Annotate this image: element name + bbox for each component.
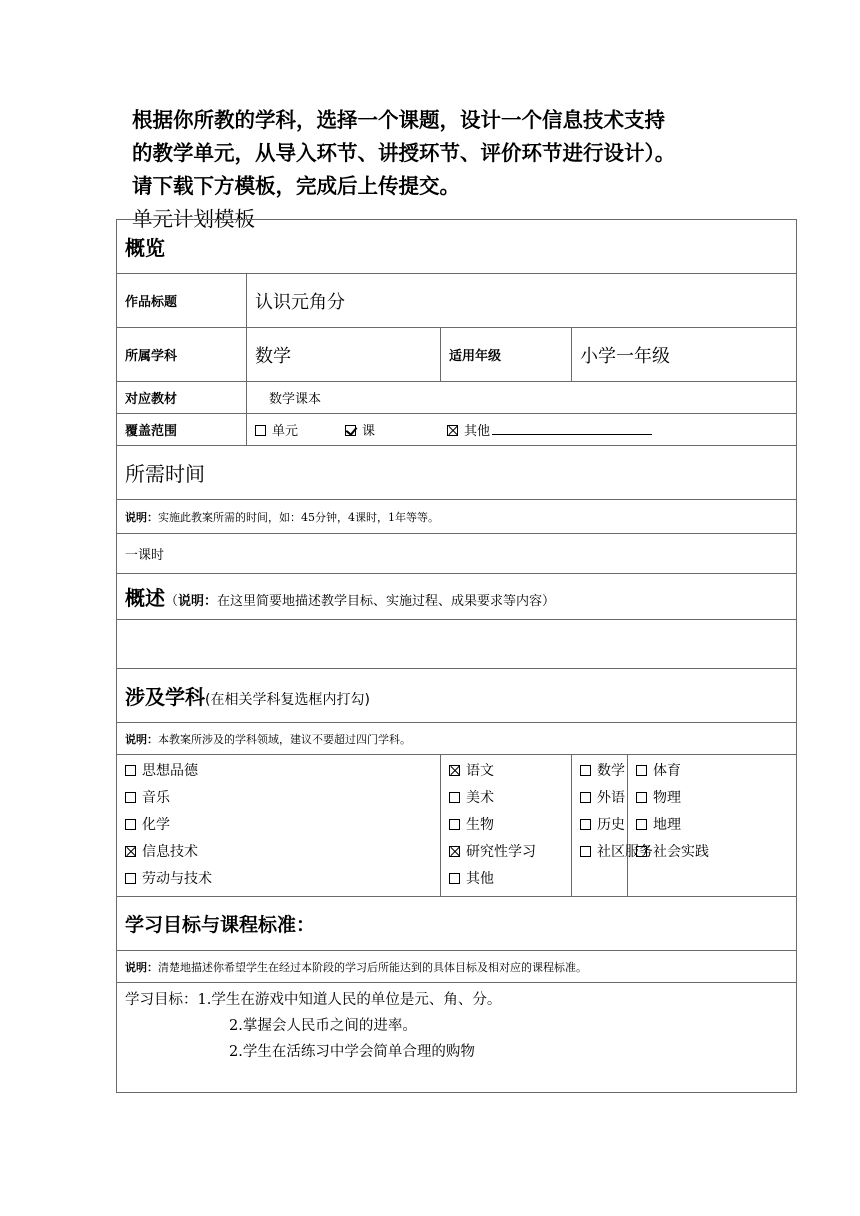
other-blank-line [492, 420, 652, 435]
title-label: 作品标题 [117, 274, 247, 328]
subject-option-label: 物理 [653, 790, 681, 806]
subject-option[interactable] [449, 815, 563, 842]
checkbox-empty-icon [255, 425, 266, 436]
coverage-options [247, 414, 797, 446]
checkbox-empty-icon [580, 846, 591, 857]
subject-option[interactable] [636, 842, 788, 869]
checkbox-checked-icon [345, 425, 356, 436]
checkbox-empty-icon [125, 873, 136, 884]
overview-heading: 概览 [117, 220, 797, 274]
subject-option[interactable] [125, 869, 432, 896]
subject-label: 所属学科 [117, 328, 247, 382]
summary-content[interactable] [117, 620, 797, 669]
subject-option-label: 语文 [466, 763, 494, 779]
subject-option-label: 音乐 [142, 790, 170, 806]
checkbox-empty-icon [125, 765, 136, 776]
subjects-column-3 [572, 755, 653, 897]
textbook-label: 对应教材 [117, 382, 247, 414]
subject-option-label: 劳动与技术 [142, 871, 212, 887]
checkbox-empty-icon [636, 792, 647, 803]
checkbox-empty-icon [449, 792, 460, 803]
subject-option[interactable] [580, 788, 625, 815]
summary-heading: 概述 [125, 586, 165, 610]
time-heading: 所需时间 [117, 446, 797, 500]
subject-option-label: 美术 [466, 790, 494, 806]
goals-heading: 学习目标与课程标准： [117, 897, 797, 951]
title-value[interactable]: 认识元角分 [247, 274, 797, 328]
subjects-column-4 [628, 755, 797, 897]
coverage-label: 覆盖范围 [117, 414, 247, 446]
checkbox-empty-icon [636, 819, 647, 830]
goal-line-2: 2.掌握会人民币之间的进率。 [229, 1018, 417, 1034]
unit-plan-table [116, 219, 797, 1093]
checkbox-crossed-icon [449, 765, 460, 776]
subject-option-label: 生物 [466, 817, 494, 833]
goals-content[interactable] [117, 983, 797, 1093]
checkbox-empty-icon [125, 792, 136, 803]
subject-option-label: 体育 [653, 763, 681, 779]
subjects-note: 说明：本教案所涉及的学科领域，建议不要超过四门学科。 [117, 723, 797, 755]
checkbox-empty-icon [449, 819, 460, 830]
grade-label: 适用年级 [441, 328, 572, 382]
subject-option[interactable] [580, 761, 625, 788]
subject-option[interactable] [636, 788, 788, 815]
subjects-column-2 [441, 755, 572, 897]
subject-option-label: 其他 [466, 871, 494, 887]
subjects-heading-note: (在相关学科复选框内打勾) [205, 692, 370, 708]
coverage-option-other[interactable]: 其他 [447, 420, 652, 439]
goal-line-1: 学习目标：1.学生在游戏中知道人民的单位是元、角、分。 [125, 992, 502, 1008]
subject-option[interactable] [125, 815, 432, 842]
subjects-column-1 [117, 755, 441, 897]
checkbox-crossed-icon [447, 425, 458, 436]
subject-option[interactable] [125, 842, 432, 869]
subject-option-label: 信息技术 [142, 844, 198, 860]
subject-option-label: 地理 [653, 817, 681, 833]
summary-note: （说明：在这里简要地描述教学目标、实施过程、成果要求等内容） [165, 594, 556, 609]
template-title: 单元计划模板 [132, 207, 255, 231]
subject-option[interactable] [125, 788, 432, 815]
checkbox-empty-icon [636, 765, 647, 776]
subject-option[interactable] [636, 815, 788, 842]
subject-option-label: 社区服务 [597, 844, 653, 860]
checkbox-crossed-icon [449, 846, 460, 857]
checkbox-empty-icon [125, 819, 136, 830]
intro-line-3: 请下载下方模板，完成后上传提交。 [132, 174, 460, 198]
subject-option-label: 研究性学习 [466, 844, 536, 860]
subject-option-label: 社会实践 [653, 844, 709, 860]
checkbox-empty-icon [580, 792, 591, 803]
subject-option[interactable] [580, 815, 625, 842]
subject-option[interactable] [449, 869, 563, 896]
subject-option[interactable] [125, 761, 432, 788]
subject-option-label: 历史 [597, 817, 625, 833]
goal-line-3: 2.学生在活练习中学会简单合理的购物 [229, 1044, 475, 1060]
subject-option-label: 思想品德 [142, 763, 198, 779]
checkbox-empty-icon [449, 873, 460, 884]
intro-text [132, 104, 772, 236]
subject-option[interactable] [636, 761, 788, 788]
subjects-heading-row [117, 669, 797, 723]
subject-option[interactable] [449, 761, 563, 788]
subject-option[interactable] [580, 842, 653, 869]
textbook-value[interactable]: 数学课本 [247, 382, 797, 414]
goals-note: 说明：清楚地描述你希望学生在经过本阶段的学习后所能达到的具体目标及相对应的课程标准。 [117, 951, 797, 983]
intro-line-2: 的教学单元，从导入环节、讲授环节、评价环节进行设计）。 [132, 141, 676, 165]
coverage-option-unit[interactable]: 单元 [255, 420, 345, 439]
summary-heading-row [117, 574, 797, 620]
subject-option-label: 化学 [142, 817, 170, 833]
checkbox-empty-icon [580, 765, 591, 776]
time-value[interactable]: 一课时 [117, 534, 797, 574]
grade-value[interactable]: 小学一年级 [572, 328, 797, 382]
coverage-option-lesson[interactable]: 课 [345, 420, 447, 439]
subject-value[interactable]: 数学 [247, 328, 441, 382]
subject-option-label: 数学 [597, 763, 625, 779]
subject-option[interactable] [449, 788, 563, 815]
intro-line-1: 根据你所教的学科，选择一个课题，设计一个信息技术支持 [132, 108, 665, 132]
checkbox-crossed-icon [125, 846, 136, 857]
subject-option-label: 外语 [597, 790, 625, 806]
subject-option[interactable] [449, 842, 563, 869]
time-note: 说明：实施此教案所需的时间，如：45分钟，4课时，1年等等。 [117, 500, 797, 534]
subjects-heading: 涉及学科 [125, 685, 205, 709]
checkbox-empty-icon [580, 819, 591, 830]
checkbox-empty-icon [636, 846, 647, 857]
